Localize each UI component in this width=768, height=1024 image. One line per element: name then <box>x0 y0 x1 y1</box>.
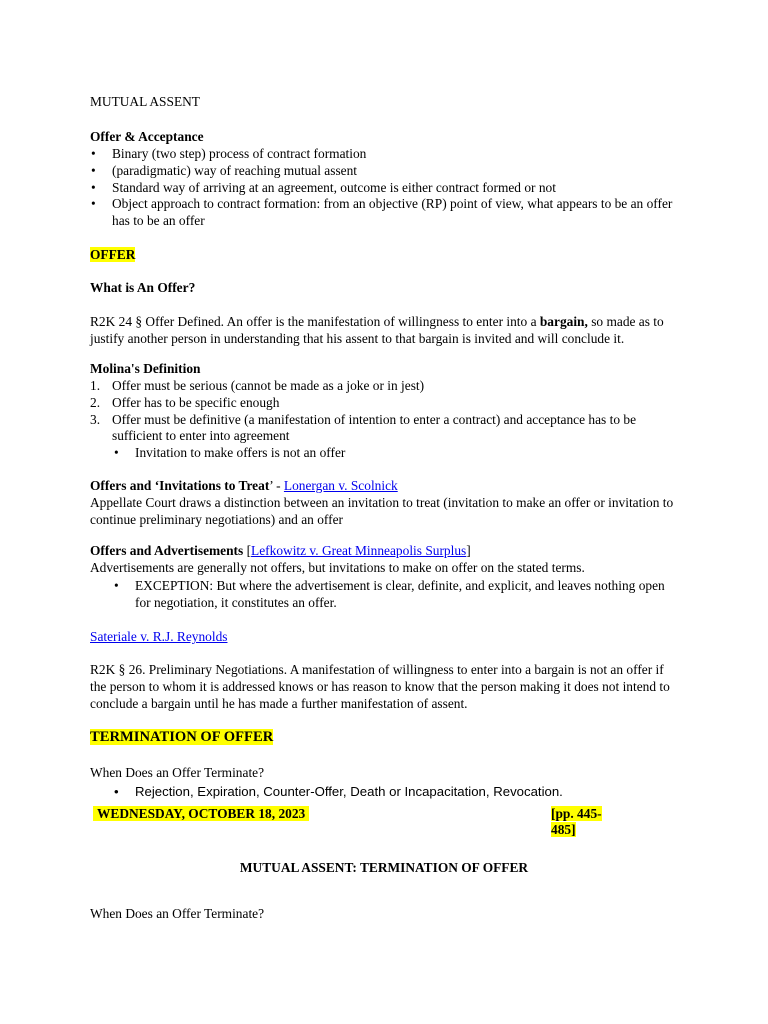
item-text: Offer must be serious (cannot be made as a joke or in jest) <box>112 378 425 393</box>
page-range <box>551 806 611 838</box>
offer-acceptance-list <box>90 146 690 230</box>
list-item: • (paradigmatic) way of reaching mutual assent <box>90 163 690 180</box>
r2k24-paragraph <box>90 314 682 348</box>
lonergan-link[interactable]: Lonergan v. Scolnick <box>283 478 398 493</box>
advertisements-body: Advertisements are generally not offers, but invitations to make on offer on the stated terms. <box>90 560 585 575</box>
item-number: 2. <box>90 394 101 410</box>
item-number: 1. <box>90 378 101 393</box>
molina-list <box>90 378 664 462</box>
list-item: • Invitation to make offers is not an offer <box>90 445 664 462</box>
bracket-open: [ <box>243 543 252 558</box>
molina-heading: Molina's Definition <box>90 361 201 376</box>
invitations-body: Appellate Court draws a distinction between an invitation to treat (invitation to make an offer or invitation to continue preliminary negotiations) and an offer <box>90 495 674 527</box>
r2k24-text-tail: so made as to justify another person in understanding that his assent to that bargain is invited and will conclude it. <box>90 314 664 346</box>
list-item: • Binary (two step) process of contract formation <box>90 146 690 163</box>
bracket-close: ] <box>466 543 471 558</box>
what-is-offer-heading: What is An Offer? <box>90 280 196 295</box>
document-title: MUTUAL ASSENT <box>90 94 200 109</box>
date-heading: WEDNESDAY, OCTOBER 18, 2023 <box>93 806 309 821</box>
invitations-heading-line <box>90 478 690 495</box>
r2k24-bold: bargain, <box>539 314 588 329</box>
when-terminate-question: When Does an Offer Terminate? <box>90 765 265 780</box>
invitations-heading-tail: ’ - <box>269 478 284 493</box>
termination-heading: TERMINATION OF OFFER <box>90 729 274 745</box>
list-item <box>90 412 664 446</box>
lefkowitz-link[interactable]: Lefkowitz v. Great Minneapolis Surplus <box>251 543 467 558</box>
section-title: MUTUAL ASSENT: TERMINATION OF OFFER <box>239 860 529 875</box>
item-text: Offer must be definitive (a manifestation of intention to enter a contract) and acceptance has to be sufficient to enter into agreement <box>112 411 637 444</box>
item-number: 3. <box>90 411 101 427</box>
termination-list <box>90 784 690 801</box>
offer-acceptance-heading: Offer & Acceptance <box>90 129 204 144</box>
list-item: • Rejection, Expiration, Counter-Offer, Death or Incapacitation, Revocation. <box>90 784 690 801</box>
list-item: • Standard way of arriving at an agreement, outcome is either contract formed or not <box>90 180 690 197</box>
when-terminate-question-2: When Does an Offer Terminate? <box>90 906 265 921</box>
advertisements-heading: Offers and Advertisements <box>90 543 244 558</box>
offer-heading: OFFER <box>90 247 136 262</box>
page-range-line-1: [pp. 445- <box>551 806 602 821</box>
list-item <box>90 395 664 412</box>
r2k24-text: R2K 24 § Offer Defined. An offer is the manifestation of willingness to enter into a <box>90 314 540 329</box>
invitations-heading: Offers and ‘Invitations to Treat <box>90 478 270 493</box>
item-text: Offer has to be specific enough <box>112 394 280 410</box>
r2k26-paragraph: R2K § 26. Preliminary Negotiations. A manifestation of willingness to enter into a bargain is not an offer if the person to whom it is addressed knows or has reason to know that the person making it does not intend to conclude a bargain until he has made a further manifestation of assent. <box>90 662 670 711</box>
sateriale-link[interactable]: Sateriale v. R.J. Reynolds <box>90 629 228 644</box>
list-item: • Object approach to contract formation: from an objective (RP) point of view, what appears to be an offer has to be an offer <box>90 196 692 230</box>
advertisements-heading-line <box>90 543 690 560</box>
advertisements-exception-list <box>90 578 670 612</box>
page-range-line-2: 485] <box>551 822 576 837</box>
list-item <box>90 378 664 395</box>
list-item: • EXCEPTION: But where the advertisement is clear, definite, and explicit, and leaves nothing open for negotiation, it constitutes an offer. <box>90 578 670 612</box>
